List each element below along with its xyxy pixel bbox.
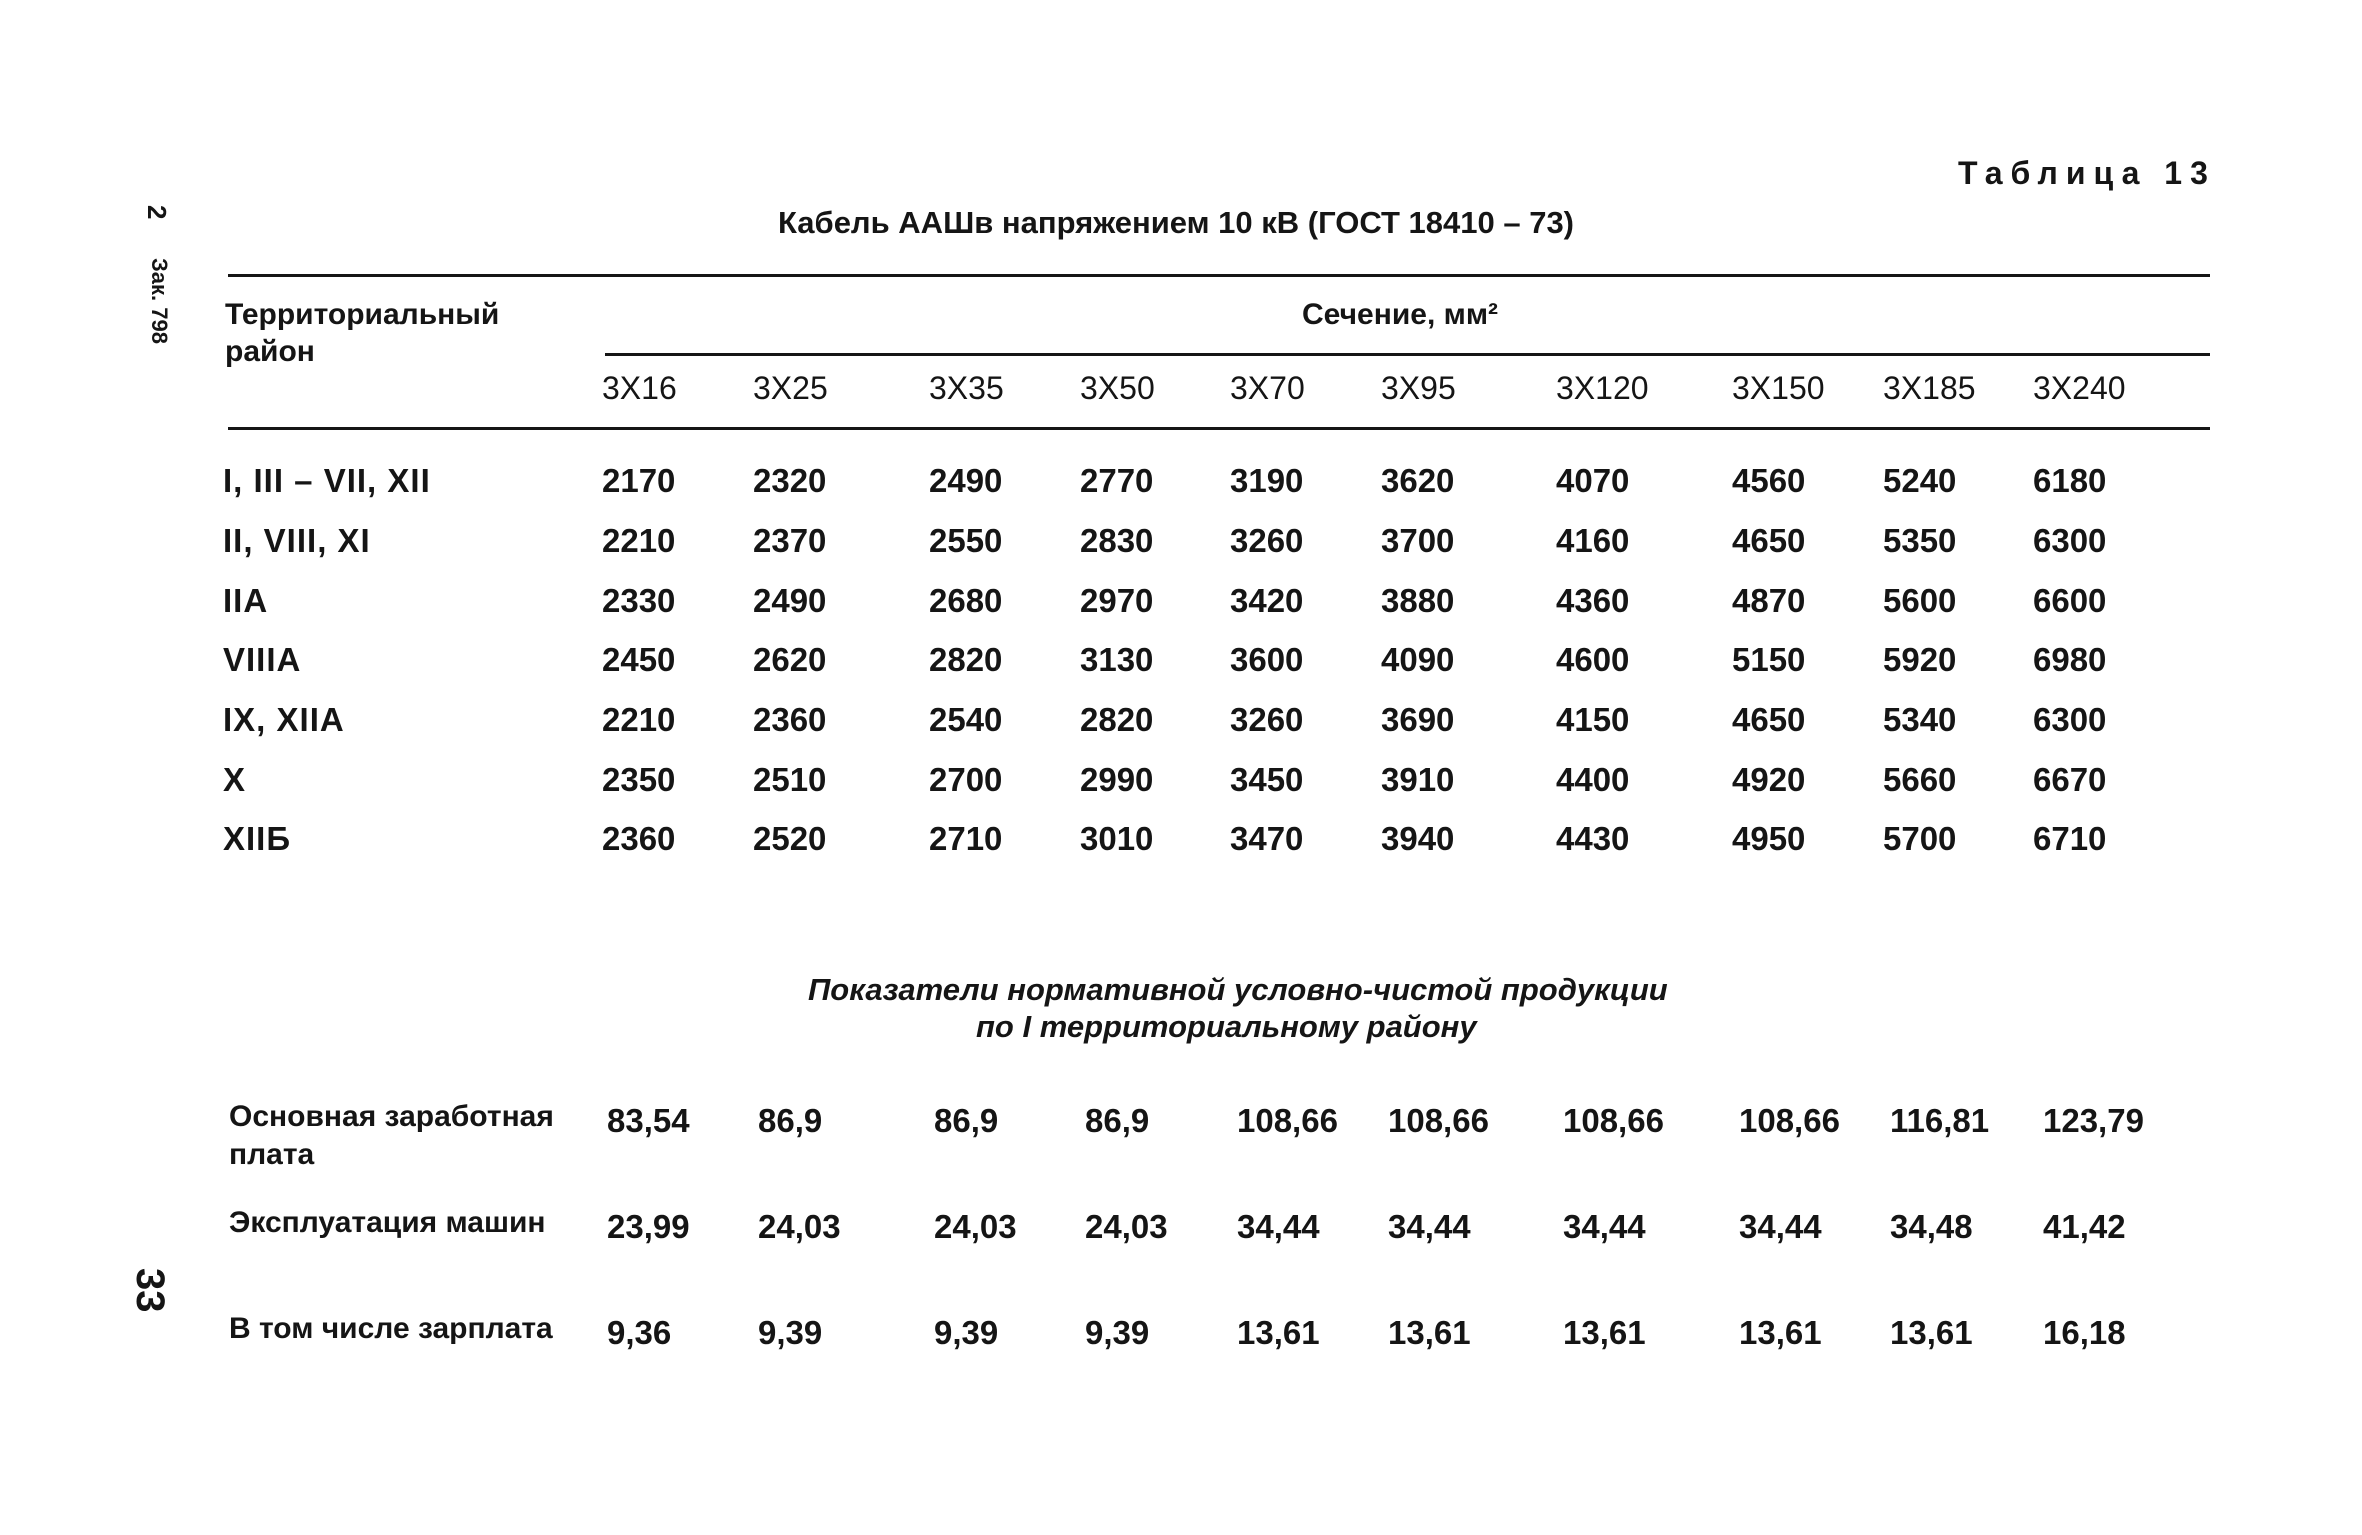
- column-header: 3Х240: [2033, 370, 2126, 406]
- table-cell: 4360: [1556, 582, 1630, 619]
- region-label: I, III – VII, XII: [223, 462, 431, 499]
- table-cell: 4400: [1556, 761, 1630, 798]
- page-number: 33: [128, 1268, 172, 1313]
- table-cell: 3260: [1230, 701, 1304, 738]
- table-cell: 5920: [1883, 641, 1957, 678]
- section-header: Сечение, мм²: [1302, 298, 1498, 331]
- indicator-label: Эксплуатация машин: [229, 1206, 546, 1239]
- table-cell: 4430: [1556, 820, 1630, 857]
- header-bottom-rule: [228, 427, 2210, 430]
- table-cell: 2450: [602, 641, 676, 678]
- table-cell: 3130: [1080, 641, 1154, 678]
- indicator-label: В том числе зарплата: [229, 1312, 553, 1345]
- table-title: Кабель ААШв напряжением 10 кВ (ГОСТ 18410 – 73): [778, 205, 1575, 240]
- column-header: 3Х120: [1556, 370, 1649, 406]
- table-cell: 2680: [929, 582, 1003, 619]
- indicator-cell: 13,61: [1890, 1314, 1973, 1351]
- indicator-cell: 9,39: [934, 1314, 999, 1351]
- indicator-cell: 24,03: [934, 1208, 1017, 1245]
- indicator-cell: 16,18: [2043, 1314, 2126, 1351]
- table-cell: 2710: [929, 820, 1003, 857]
- region-label: IIA: [223, 582, 269, 619]
- table-cell: 6670: [2033, 761, 2107, 798]
- table-cell: 3690: [1381, 701, 1455, 738]
- table-cell: 3470: [1230, 820, 1304, 857]
- table-cell: 4090: [1381, 641, 1455, 678]
- table-cell: 2990: [1080, 761, 1154, 798]
- table-cell: 2320: [753, 462, 827, 499]
- table-cell: 2370: [753, 522, 827, 559]
- table-cell: 2540: [929, 701, 1003, 738]
- table-cell: 3940: [1381, 820, 1455, 857]
- table-cell: 5660: [1883, 761, 1957, 798]
- indicator-cell: 34,44: [1237, 1208, 1320, 1245]
- table-cell: 2520: [753, 820, 827, 857]
- table-cell: 4950: [1732, 820, 1806, 857]
- region-header: Территориальный район: [225, 298, 500, 368]
- region-label: X: [223, 761, 247, 798]
- column-header: 3Х16: [602, 370, 677, 406]
- region-label: IX, XIIA: [223, 701, 345, 738]
- indicator-cell: 34,44: [1739, 1208, 1822, 1245]
- indicator-cell: 83,54: [607, 1102, 690, 1139]
- indicator-cell: 108,66: [1563, 1102, 1664, 1139]
- table-cell: 4650: [1732, 522, 1806, 559]
- table-top-rule: [228, 274, 2210, 277]
- table-cell: 5240: [1883, 462, 1957, 499]
- table-cell: 2330: [602, 582, 676, 619]
- table-cell: 5700: [1883, 820, 1957, 857]
- table-cell: 2550: [929, 522, 1003, 559]
- indicator-cell: 13,61: [1388, 1314, 1471, 1351]
- table-cell: 2770: [1080, 462, 1154, 499]
- table-cell: 6300: [2033, 522, 2107, 559]
- indicator-cell: 34,44: [1388, 1208, 1471, 1245]
- column-header: 3Х25: [753, 370, 828, 406]
- table-cell: 2210: [602, 701, 676, 738]
- table-cell: 2620: [753, 641, 827, 678]
- region-label: VIIIA: [223, 641, 302, 678]
- table-cell: 2830: [1080, 522, 1154, 559]
- table-cell: 6710: [2033, 820, 2107, 857]
- table-cell: 3260: [1230, 522, 1304, 559]
- table-cell: 3620: [1381, 462, 1455, 499]
- table-cell: 4600: [1556, 641, 1630, 678]
- table-cell: 2490: [753, 582, 827, 619]
- indicator-cell: 9,36: [607, 1314, 672, 1351]
- indicator-cell: 41,42: [2043, 1208, 2126, 1245]
- table-cell: 6180: [2033, 462, 2107, 499]
- indicator-cell: 23,99: [607, 1208, 690, 1245]
- section-header-rule: [605, 353, 2210, 356]
- table-cell: 2360: [753, 701, 827, 738]
- margin-order-note: Зак. 798: [147, 258, 172, 344]
- table-cell: 3600: [1230, 641, 1304, 678]
- table-cell: 2510: [753, 761, 827, 798]
- indicator-cell: 13,61: [1237, 1314, 1320, 1351]
- table-cell: 3910: [1381, 761, 1455, 798]
- indicator-cell: 86,9: [758, 1102, 823, 1139]
- table-cell: 5340: [1883, 701, 1957, 738]
- indicator-cell: 24,03: [758, 1208, 841, 1245]
- table-cell: 5350: [1883, 522, 1957, 559]
- region-label: II, VIII, XI: [223, 522, 371, 559]
- table-cell: 4650: [1732, 701, 1806, 738]
- table-cell: 6980: [2033, 641, 2107, 678]
- indicators-title-line1: Показатели нормативной условно-чистой продукции: [808, 972, 1668, 1007]
- indicator-cell: 108,66: [1739, 1102, 1840, 1139]
- table-cell: 2360: [602, 820, 676, 857]
- table-cell: 3880: [1381, 582, 1455, 619]
- table-cell: 2490: [929, 462, 1003, 499]
- table-cell: 6300: [2033, 701, 2107, 738]
- indicator-cell: 108,66: [1388, 1102, 1489, 1139]
- indicator-cell: 13,61: [1563, 1314, 1646, 1351]
- table-cell: 3010: [1080, 820, 1154, 857]
- region-label: XIIБ: [223, 820, 292, 857]
- table-cell: 2820: [929, 641, 1003, 678]
- column-header: 3Х150: [1732, 370, 1825, 406]
- table-label: Таблица 13: [1958, 155, 2216, 191]
- table-cell: 2700: [929, 761, 1003, 798]
- table-cell: 6600: [2033, 582, 2107, 619]
- table-cell: 2170: [602, 462, 676, 499]
- column-header: 3Х50: [1080, 370, 1155, 406]
- table-cell: 4160: [1556, 522, 1630, 559]
- indicator-cell: 86,9: [1085, 1102, 1150, 1139]
- table-cell: 2970: [1080, 582, 1154, 619]
- table-cell: 3700: [1381, 522, 1455, 559]
- table-cell: 4870: [1732, 582, 1806, 619]
- table-cell: 5150: [1732, 641, 1806, 678]
- indicator-cell: 108,66: [1237, 1102, 1338, 1139]
- indicator-cell: 116,81: [1890, 1102, 1990, 1139]
- indicator-cell: 13,61: [1739, 1314, 1822, 1351]
- table-cell: 4070: [1556, 462, 1630, 499]
- table-cell: 2820: [1080, 701, 1154, 738]
- indicator-label: Основная заработная: [229, 1100, 554, 1133]
- indicator-cell: 9,39: [758, 1314, 823, 1351]
- indicators-title-line2: по I территориальному району: [976, 1009, 1477, 1044]
- table-cell: 4920: [1732, 761, 1806, 798]
- indicator-label-line2: плата: [229, 1138, 315, 1171]
- column-header: 3Х35: [929, 370, 1004, 406]
- column-header: 3Х185: [1883, 370, 1976, 406]
- indicator-cell: 34,44: [1563, 1208, 1646, 1245]
- indicator-cell: 123,79: [2043, 1102, 2144, 1139]
- indicator-cell: 24,03: [1085, 1208, 1168, 1245]
- table-cell: 4150: [1556, 701, 1630, 738]
- table-cell: 3450: [1230, 761, 1304, 798]
- table-cell: 3420: [1230, 582, 1304, 619]
- table-cell: 4560: [1732, 462, 1806, 499]
- indicator-cell: 86,9: [934, 1102, 999, 1139]
- table-cell: 2210: [602, 522, 676, 559]
- table-cell: 3190: [1230, 462, 1304, 499]
- table-cell: 5600: [1883, 582, 1957, 619]
- indicator-cell: 34,48: [1890, 1208, 1973, 1245]
- table-cell: 2350: [602, 761, 676, 798]
- column-header: 3Х70: [1230, 370, 1305, 406]
- margin-page-fragment: 2: [142, 205, 172, 220]
- indicator-cell: 9,39: [1085, 1314, 1150, 1351]
- column-header: 3Х95: [1381, 370, 1456, 406]
